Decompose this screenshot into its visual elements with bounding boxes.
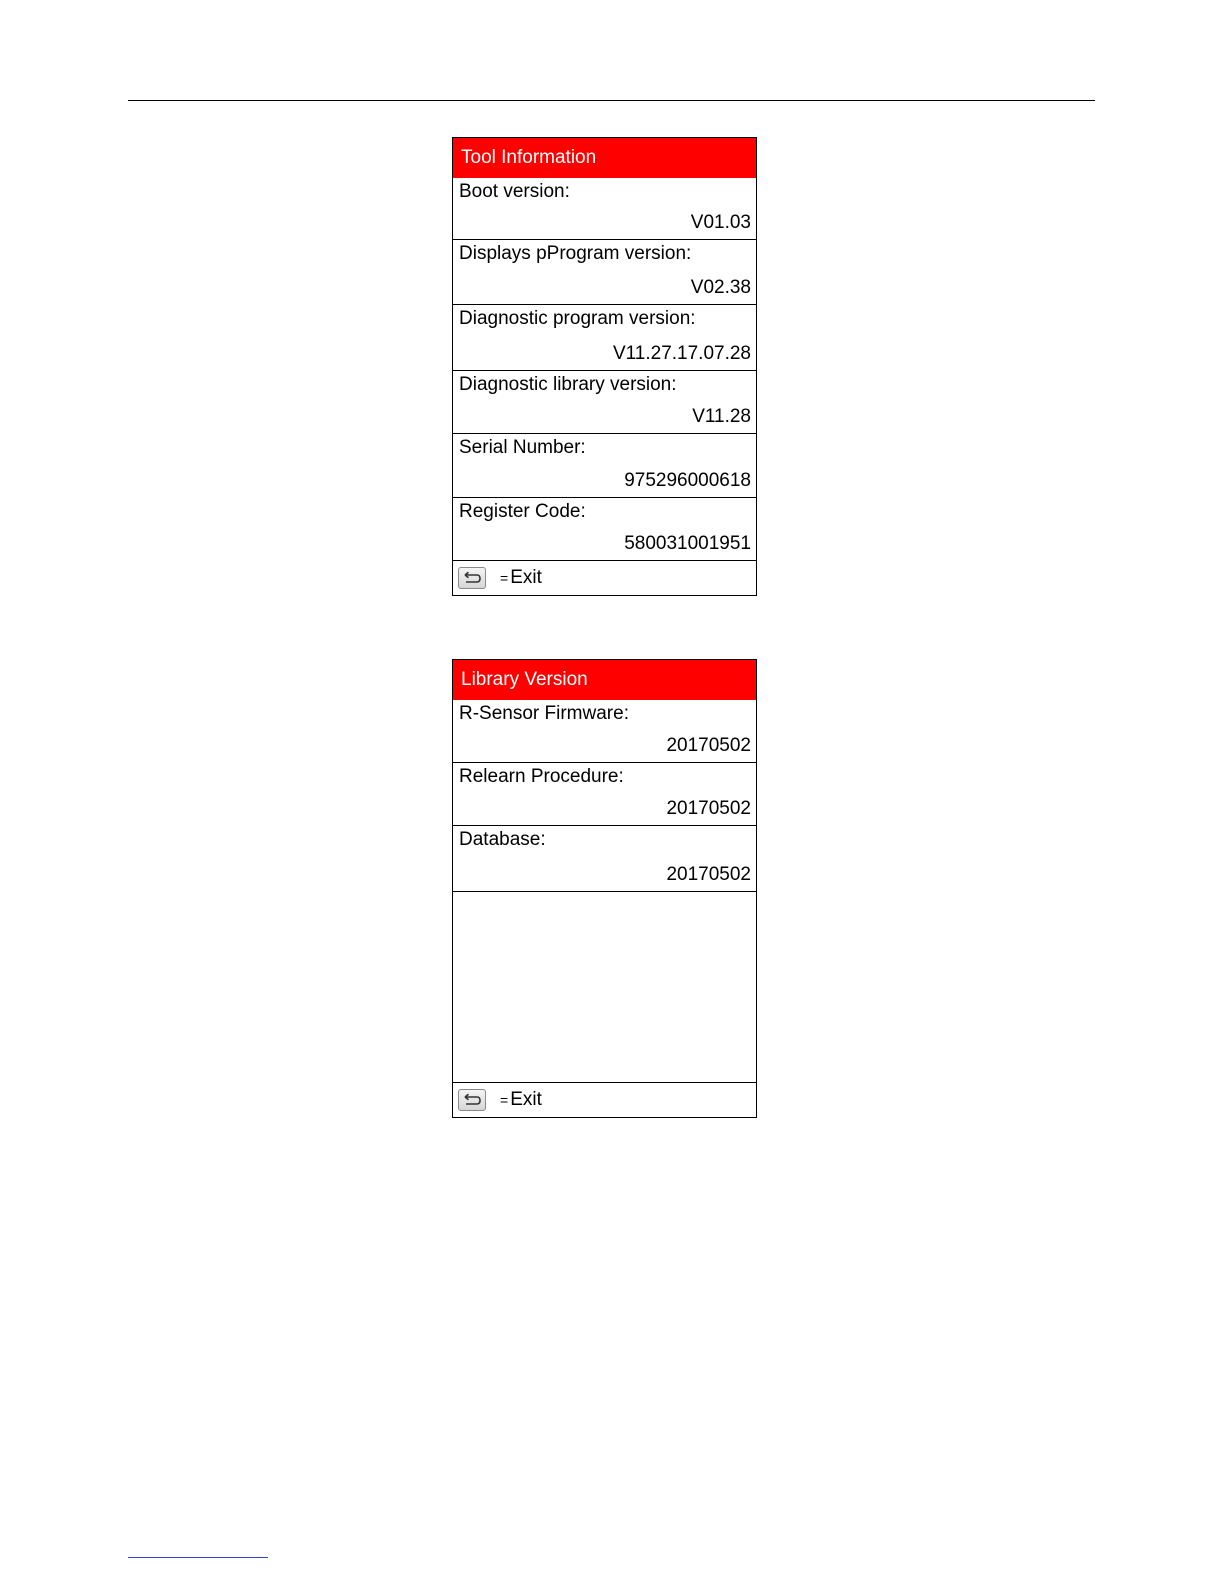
info-row-register-code[interactable] (453, 498, 756, 561)
row-value: V02.38 (690, 277, 751, 298)
empty-list-area (453, 892, 756, 1083)
library-version-panel (452, 659, 757, 1118)
exit-label: Exit (510, 1089, 542, 1110)
page-header-rule (128, 100, 1095, 101)
row-value: 580031001951 (624, 533, 751, 554)
row-label: Diagnostic program version: (459, 308, 696, 329)
row-label: Database: (459, 829, 546, 850)
info-row-diagnostic-program-version[interactable] (453, 305, 756, 371)
library-version-footer (453, 1083, 756, 1117)
row-value: 20170502 (666, 864, 751, 885)
row-label: Boot version: (459, 181, 570, 202)
lib-row-relearn-procedure[interactable] (453, 763, 756, 826)
row-label: Register Code: (459, 501, 586, 522)
exit-equals: = (500, 1092, 509, 1108)
lib-row-r-sensor-firmware[interactable] (453, 700, 756, 763)
exit-hint (500, 1089, 542, 1111)
info-row-boot-version[interactable] (453, 178, 756, 240)
row-value: V11.28 (692, 406, 751, 427)
row-label: Displays pProgram version: (459, 243, 692, 264)
page-footer-rule (128, 1557, 268, 1558)
library-version-title: Library Version (453, 660, 756, 700)
back-arrow-icon[interactable] (458, 567, 486, 589)
row-label: R-Sensor Firmware: (459, 703, 629, 724)
exit-equals: = (500, 570, 509, 586)
row-value: 20170502 (666, 735, 751, 756)
lib-row-database[interactable] (453, 826, 756, 892)
row-label: Relearn Procedure: (459, 766, 624, 787)
back-arrow-icon[interactable] (458, 1089, 486, 1111)
row-value: V01.03 (690, 212, 751, 233)
row-value: 975296000618 (624, 470, 751, 491)
info-row-diagnostic-library-version[interactable] (453, 371, 756, 434)
tool-information-title: Tool Information (453, 138, 756, 178)
row-value: V11.27.17.07.28 (612, 343, 751, 364)
info-row-display-program-version[interactable] (453, 240, 756, 305)
info-row-serial-number[interactable] (453, 434, 756, 498)
tool-information-panel (452, 137, 757, 596)
row-label: Serial Number: (459, 437, 586, 458)
exit-label: Exit (510, 567, 542, 588)
row-value: 20170502 (666, 798, 751, 819)
exit-hint (500, 567, 542, 589)
row-label: Diagnostic library version: (459, 374, 677, 395)
tool-information-footer (453, 561, 756, 595)
